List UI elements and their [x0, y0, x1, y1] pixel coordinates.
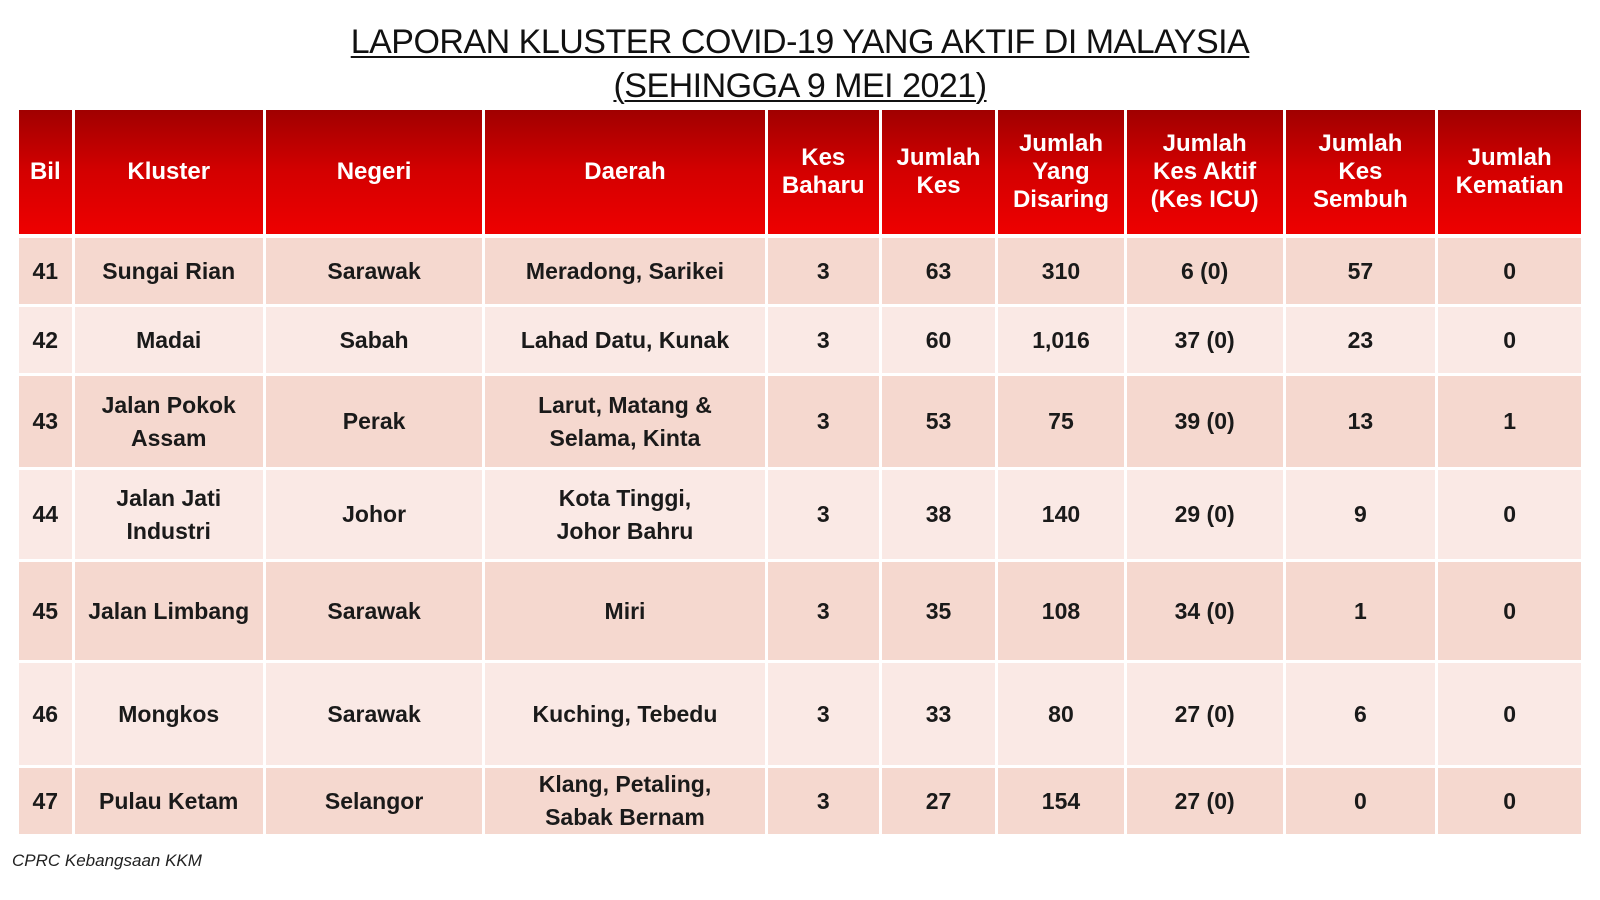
report-title: [0, 20, 1600, 108]
cell-jumlah-disaring: 1,016: [998, 307, 1123, 376]
cell-kes-baharu: 3: [768, 238, 879, 307]
table-header: [19, 110, 1581, 238]
cell-kluster: Jalan Jati Industri: [75, 470, 263, 562]
cell-jumlah-kes: 53: [882, 376, 995, 470]
cell-kes-baharu: 3: [768, 376, 879, 470]
header-kluster: Kluster: [75, 110, 263, 238]
table-row: [19, 307, 1581, 376]
cell-jumlah-disaring: 310: [998, 238, 1123, 307]
cell-bil: 44: [19, 470, 72, 562]
header-jumlah-kes-sembuh: Jumlah Kes Sembuh: [1286, 110, 1436, 238]
cell-jumlah-disaring: 140: [998, 470, 1123, 562]
table-body: [19, 238, 1581, 837]
cell-daerah: Lahad Datu, Kunak: [485, 307, 764, 376]
cell-bil: 45: [19, 562, 72, 663]
cell-bil: 47: [19, 768, 72, 837]
cell-jumlah-kes: 27: [882, 768, 995, 837]
cell-jumlah-kes-sembuh: 0: [1286, 768, 1436, 837]
cell-negeri: Sarawak: [266, 663, 483, 768]
table-row: [19, 663, 1581, 768]
cell-jumlah-disaring: 75: [998, 376, 1123, 470]
cell-jumlah-kes-sembuh: 1: [1286, 562, 1436, 663]
cell-bil: 42: [19, 307, 72, 376]
header-daerah: Daerah: [485, 110, 764, 238]
cell-bil: 43: [19, 376, 72, 470]
header-jumlah-kes: Jumlah Kes: [882, 110, 995, 238]
header-row: [19, 110, 1581, 238]
cell-kes-baharu: 3: [768, 562, 879, 663]
source-note: CPRC Kebangsaan KKM: [12, 851, 202, 870]
cell-jumlah-kes-aktif: 27 (0): [1127, 768, 1283, 837]
table-row: [19, 470, 1581, 562]
cell-jumlah-kematian: 0: [1438, 470, 1581, 562]
header-jumlah-kes-aktif: Jumlah Kes Aktif (Kes ICU): [1127, 110, 1283, 238]
report-title-line1: LAPORAN KLUSTER COVID-19 YANG AKTIF DI MALAYSIA: [350, 23, 1250, 61]
cell-kes-baharu: 3: [768, 663, 879, 768]
cell-kluster: Jalan Pokok Assam: [75, 376, 263, 470]
cell-daerah: Miri: [485, 562, 764, 663]
report-title-line2: (SEHINGGA 9 MEI 2021): [613, 67, 987, 105]
cell-kluster: Madai: [75, 307, 263, 376]
cell-daerah: Kota Tinggi, Johor Bahru: [485, 470, 764, 562]
cell-negeri: Sabah: [266, 307, 483, 376]
cell-kes-baharu: 3: [768, 307, 879, 376]
cell-kluster: Sungai Rian: [75, 238, 263, 307]
cell-jumlah-kes-aktif: 37 (0): [1127, 307, 1283, 376]
cell-jumlah-kes: 63: [882, 238, 995, 307]
cell-jumlah-kes-aktif: 39 (0): [1127, 376, 1283, 470]
table-row: [19, 238, 1581, 307]
cell-negeri: Sarawak: [266, 238, 483, 307]
cell-jumlah-kes-aktif: 6 (0): [1127, 238, 1283, 307]
cell-jumlah-kematian: 0: [1438, 307, 1581, 376]
cell-bil: 41: [19, 238, 72, 307]
cell-jumlah-kematian: 0: [1438, 238, 1581, 307]
header-kes-baharu: Kes Baharu: [768, 110, 879, 238]
cell-jumlah-kematian: 1: [1438, 376, 1581, 470]
cell-kluster: Mongkos: [75, 663, 263, 768]
cell-kes-baharu: 3: [768, 470, 879, 562]
table-row: [19, 376, 1581, 470]
cell-jumlah-kes-aktif: 27 (0): [1127, 663, 1283, 768]
cell-daerah: Klang, Petaling, Sabak Bernam: [485, 768, 764, 837]
table-row: [19, 562, 1581, 663]
cell-jumlah-kes-sembuh: 57: [1286, 238, 1436, 307]
header-jumlah-kematian: Jumlah Kematian: [1438, 110, 1581, 238]
cell-jumlah-kes-sembuh: 6: [1286, 663, 1436, 768]
cell-jumlah-kes-aktif: 29 (0): [1127, 470, 1283, 562]
cell-jumlah-kes-aktif: 34 (0): [1127, 562, 1283, 663]
table-row: [19, 768, 1581, 837]
cell-daerah: Larut, Matang & Selama, Kinta: [485, 376, 764, 470]
cell-jumlah-kematian: 0: [1438, 768, 1581, 837]
cell-jumlah-disaring: 154: [998, 768, 1123, 837]
cell-jumlah-kes-sembuh: 13: [1286, 376, 1436, 470]
cell-jumlah-kes-sembuh: 9: [1286, 470, 1436, 562]
cell-kes-baharu: 3: [768, 768, 879, 837]
cell-kluster: Jalan Limbang: [75, 562, 263, 663]
cell-negeri: Sarawak: [266, 562, 483, 663]
cell-jumlah-kes-sembuh: 23: [1286, 307, 1436, 376]
cell-jumlah-kes: 33: [882, 663, 995, 768]
cell-jumlah-kes: 60: [882, 307, 995, 376]
cell-negeri: Johor: [266, 470, 483, 562]
cell-bil: 46: [19, 663, 72, 768]
cell-negeri: Perak: [266, 376, 483, 470]
cell-jumlah-disaring: 80: [998, 663, 1123, 768]
cell-jumlah-kes: 35: [882, 562, 995, 663]
cluster-table: [16, 110, 1584, 837]
header-negeri: Negeri: [266, 110, 483, 238]
cell-jumlah-kes: 38: [882, 470, 995, 562]
header-bil: Bil: [19, 110, 72, 238]
cell-jumlah-kematian: 0: [1438, 663, 1581, 768]
cell-daerah: Meradong, Sarikei: [485, 238, 764, 307]
cell-kluster: Pulau Ketam: [75, 768, 263, 837]
header-jumlah-disaring: Jumlah Yang Disaring: [998, 110, 1123, 238]
cell-jumlah-disaring: 108: [998, 562, 1123, 663]
cell-jumlah-kematian: 0: [1438, 562, 1581, 663]
cell-negeri: Selangor: [266, 768, 483, 837]
cell-daerah: Kuching, Tebedu: [485, 663, 764, 768]
